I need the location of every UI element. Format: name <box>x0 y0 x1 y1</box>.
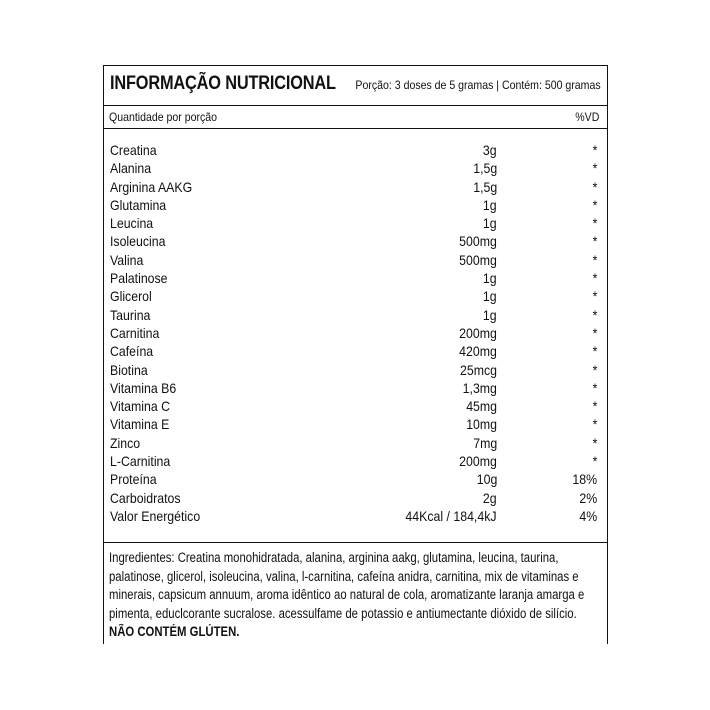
nutrient-vd: * <box>592 178 597 195</box>
table-divider <box>104 542 607 543</box>
nutrient-row <box>104 361 607 379</box>
nutrient-row <box>104 178 607 196</box>
nutrient-row <box>104 452 607 470</box>
nutrient-amount: 25mcg <box>460 361 497 378</box>
nutrient-name: Cafeína <box>110 343 154 360</box>
nutrient-name: Glutamina <box>110 196 167 213</box>
gluten-warning: NÃO CONTÉM GLÚTEN. <box>109 624 240 639</box>
nutrient-vd: * <box>592 160 597 177</box>
nutrient-name: Zinco <box>110 434 141 451</box>
nutrient-row <box>104 324 607 342</box>
nutrient-vd: 18% <box>572 471 597 488</box>
nutrient-name: Proteína <box>110 471 157 488</box>
nutrient-vd: * <box>592 270 597 287</box>
nutrient-vd: * <box>592 379 597 396</box>
nutrient-row <box>104 196 607 214</box>
nutrient-amount: 2g <box>483 489 497 506</box>
nutrient-row <box>104 415 607 433</box>
nutrient-amount: 1g <box>483 215 497 232</box>
nutrient-row <box>104 470 607 488</box>
nutrient-vd: * <box>592 416 597 433</box>
nutrient-vd: 2% <box>579 489 597 506</box>
label-title: INFORMAÇÃO NUTRICIONAL <box>110 73 336 94</box>
nutrient-row <box>104 489 607 507</box>
nutrient-amount: 420mg <box>459 343 497 360</box>
ingredients-line: minerais, capsicum annuum, aroma idêntico ao natural de cola, aromatizante laranja amarga e <box>109 587 585 602</box>
nutrient-vd: * <box>592 233 597 250</box>
nutrient-name: Carboidratos <box>110 489 181 506</box>
nutrient-name: Biotina <box>110 361 148 378</box>
nutrient-name: Arginina AAKG <box>110 178 193 195</box>
nutrient-row <box>104 232 607 250</box>
portion-info: Porção: 3 doses de 5 gramas | Contém: 500 gramas <box>355 78 601 92</box>
nutrient-amount: 1,5g <box>473 160 497 177</box>
nutrient-name: Glicerol <box>110 288 152 305</box>
nutrient-name: Taurina <box>110 306 151 323</box>
nutrient-row <box>104 434 607 452</box>
nutrient-row <box>104 159 607 177</box>
nutrient-row <box>104 287 607 305</box>
nutrient-amount: 3g <box>483 142 497 158</box>
nutrient-amount: 1g <box>483 288 497 305</box>
nutrient-vd: * <box>592 196 597 213</box>
nutrient-row <box>104 306 607 324</box>
nutrient-name: Carnitina <box>110 324 160 341</box>
nutrient-amount: 10g <box>476 471 497 488</box>
nutrient-amount: 200mg <box>459 324 497 341</box>
quantity-header: Quantidade por porção <box>109 110 218 124</box>
nutrient-vd: * <box>592 324 597 341</box>
subheader-divider <box>104 128 607 129</box>
nutrient-amount: 1g <box>483 270 497 287</box>
ingredients-line: palatinose, glicerol, isoleucina, valina, l-carnitina, cafeína anidra, carnitina, mix de vitaminas e <box>109 568 579 584</box>
nutrient-name: Leucina <box>110 215 154 232</box>
nutrient-amount: 1g <box>483 306 497 323</box>
nutrient-name: L-Carnitina <box>110 453 171 470</box>
vd-header: %VD <box>574 110 599 124</box>
nutrient-amount: 1g <box>483 196 497 213</box>
nutrient-row <box>104 397 607 415</box>
ingredients-line: pimenta, educlcorante sucralose. acessulfame de potassio e antiumectante dióxido de silício. <box>109 605 577 621</box>
nutrient-row <box>104 251 607 269</box>
nutrient-row <box>104 269 607 287</box>
ingredients-line: Ingredientes: Creatina monohidratada, alanina, arginina aakg, glutamina, leucina, taurina, <box>109 550 559 565</box>
nutrient-row <box>104 507 607 525</box>
nutrient-vd: * <box>592 215 597 232</box>
nutrient-amount: 200mg <box>459 453 497 470</box>
nutrient-vd: * <box>592 453 597 470</box>
nutrient-amount: 1,3mg <box>462 379 497 396</box>
nutrient-vd: 4% <box>579 507 597 524</box>
nutrient-amount: 500mg <box>459 233 497 250</box>
nutrient-vd: * <box>592 343 597 360</box>
nutrient-vd: * <box>592 306 597 323</box>
nutrient-row <box>104 214 607 232</box>
nutrient-name: Creatina <box>110 142 157 158</box>
nutrient-vd: * <box>592 361 597 378</box>
nutrient-amount: 1,5g <box>473 178 497 195</box>
nutrient-name: Valor Energético <box>110 507 201 524</box>
nutrient-vd: * <box>592 288 597 305</box>
nutrient-name: Vitamina E <box>110 416 170 433</box>
nutrient-amount: 10mg <box>466 416 497 433</box>
nutrient-row <box>104 342 607 360</box>
nutrient-name: Isoleucina <box>110 233 166 250</box>
nutrient-vd: * <box>592 398 597 415</box>
label-header <box>104 66 607 105</box>
nutrient-table <box>104 141 607 525</box>
nutrient-vd: * <box>592 142 597 158</box>
nutrient-amount: 500mg <box>459 251 497 268</box>
nutrient-name: Vitamina C <box>110 398 171 415</box>
nutrient-amount: 44Kcal / 184,4kJ <box>405 507 497 524</box>
ingredients-block <box>109 549 603 642</box>
nutrient-row <box>104 379 607 397</box>
column-header <box>104 106 607 128</box>
nutrient-name: Palatinose <box>110 270 168 287</box>
nutrition-label <box>103 65 608 644</box>
nutrient-amount: 45mg <box>466 398 497 415</box>
nutrient-name: Vitamina B6 <box>110 379 177 396</box>
nutrient-name: Valina <box>110 251 144 268</box>
nutrient-vd: * <box>592 434 597 451</box>
nutrient-amount: 7mg <box>473 434 497 451</box>
nutrient-row <box>104 141 607 159</box>
nutrient-name: Alanina <box>110 160 152 177</box>
nutrient-vd: * <box>592 251 597 268</box>
